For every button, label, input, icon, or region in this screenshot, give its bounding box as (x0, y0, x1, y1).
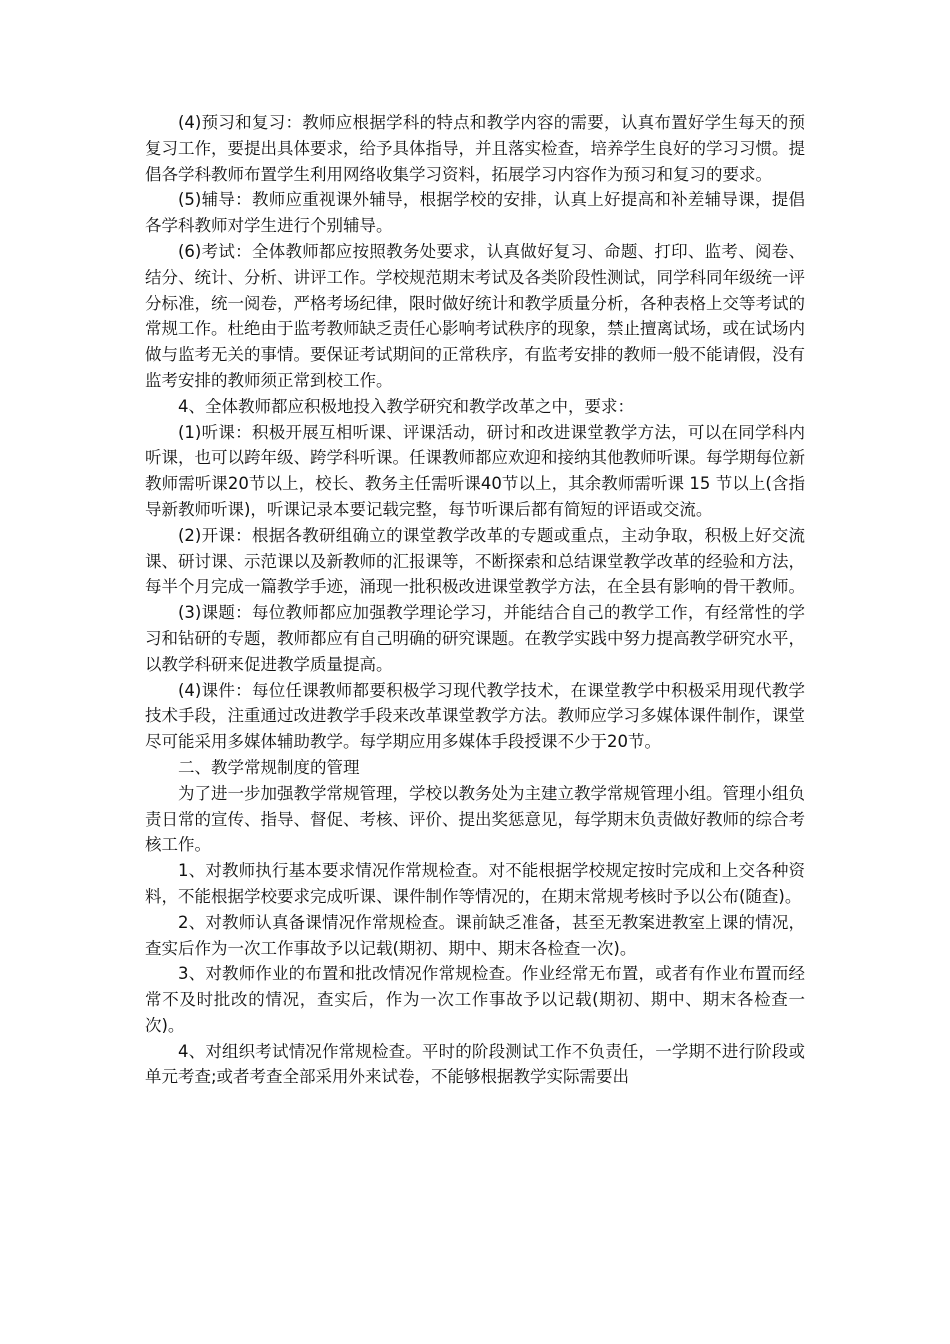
document-body (145, 110, 805, 1090)
paragraph-open-classes: (2)开课：根据各教研组确立的课堂教学改革的专题或重点，主动争取，积极上好交流课、研讨课、示范课以及新教师的汇报课等，不断探索和总结课堂教学改革的经验和方法，每半个月完成一篇教学手迹，涌现一批积极改进课堂教学方法，在全县有影响的骨干教师。 (145, 525, 805, 597)
paragraph-check-basic-requirements: 1、对教师执行基本要求情况作常规检查。对不能根据学校规定按时完成和上交各种资料，不能根据学校要求完成听课、课件制作等情况的，在期末常规考核时予以公布(随查)。 (145, 861, 805, 906)
paragraph-exams: (6)考试：全体教师都应按照教务处要求，认真做好复习、命题、打印、监考、阅卷、结分、统计、分析、讲评工作。学校规范期末考试及各类阶段性测试，同学科同年级统一评分标准，统一阅卷，严格考场纪律，限时做好统计和教学质量分析，各种表格上交等考试的常规工作。杜绝由于监考教师缺乏责任心影响考试秩序的现象，禁止擅离试场，或在试场内做与监考无关的事情。要保证考试期间的正常秩序，有监考安排的教师一般不能请假，没有监考安排的教师须正常到校工作。 (145, 241, 805, 390)
paragraph-courseware: (4)课件：每位任课教师都要积极学习现代教学技术，在课堂教学中积极采用现代教学技术手段，注重通过改进教学手段来改革课堂教学方法。教师应学习多媒体课件制作，课堂尽可能采用多媒体辅助教学。每学期应用多媒体手段授课不少于20节。 (145, 680, 805, 752)
paragraph-check-lesson-prep: 2、对教师认真备课情况作常规检查。课前缺乏准备，甚至无教案进教室上课的情况，查实后作为一次工作事故予以记载(期初、期中、期末各检查一次)。 (145, 912, 805, 958)
paragraph-tutoring: (5)辅导：教师应重视课外辅导，根据学校的安排，认真上好提高和补差辅导课，提倡各学科教师对学生进行个别辅导。 (145, 190, 805, 236)
paragraph-check-homework: 3、对教师作业的布置和批改情况作常规检查。作业经常无布置，或者有作业布置而经常不及时批改的情况，查实后，作为一次工作事故予以记载(期初、期中、期末各检查一次)。 (145, 964, 805, 1035)
section-heading-management: 二、教学常规制度的管理 (178, 757, 360, 777)
paragraph-research-intro: 4、全体教师都应积极地投入教学研究和教学改革之中，要求： (178, 396, 634, 416)
paragraph-management-group: 为了进一步加强教学常规管理，学校以教务处为主建立教学常规管理小组。管理小组负责日常的宣传、指导、督促、考核、评价、提出奖惩意见，每学期末负责做好教师的综合考核工作。 (145, 783, 805, 855)
paragraph-check-exams: 4、对组织考试情况作常规检查。平时的阶段测试工作不负责任，一学期不进行阶段或单元考查;或者考查全部采用外来试卷，不能够根据教学实际需要出 (145, 1041, 805, 1087)
paragraph-research-topics: (3)课题：每位教师都应加强教学理论学习，并能结合自己的教学工作，有经常性的学习和钻研的专题，教师都应有自己明确的研究课题。在教学实践中努力提高教学研究水平，以教学科研来促进教学质量提高。 (145, 603, 805, 674)
paragraph-lesson-observation: (1)听课：积极开展互相听课、评课活动，研讨和改进课堂教学方法，可以在同学科内听课，也可以跨年级、跨学科听课。任课教师都应欢迎和接纳其他教师听课。每学期每位新教师需听课20节以上，校长、教务主任需听课40节以上，其余教师需听课 15 节以上(含指导新教师听课)，听课记录本要记载完整，每节听课后都有简短的评语或交流。 (145, 422, 805, 519)
paragraph-preview-review: (4)预习和复习：教师应根据学科的特点和教学内容的需要，认真布置好学生每天的预复习工作，要提出具体要求，给予具体指导，并且落实检查，培养学生良好的学习习惯。提倡各学科教师布置学生利用网络收集学习资料，拓展学习内容作为预习和复习的要求。 (145, 113, 805, 184)
